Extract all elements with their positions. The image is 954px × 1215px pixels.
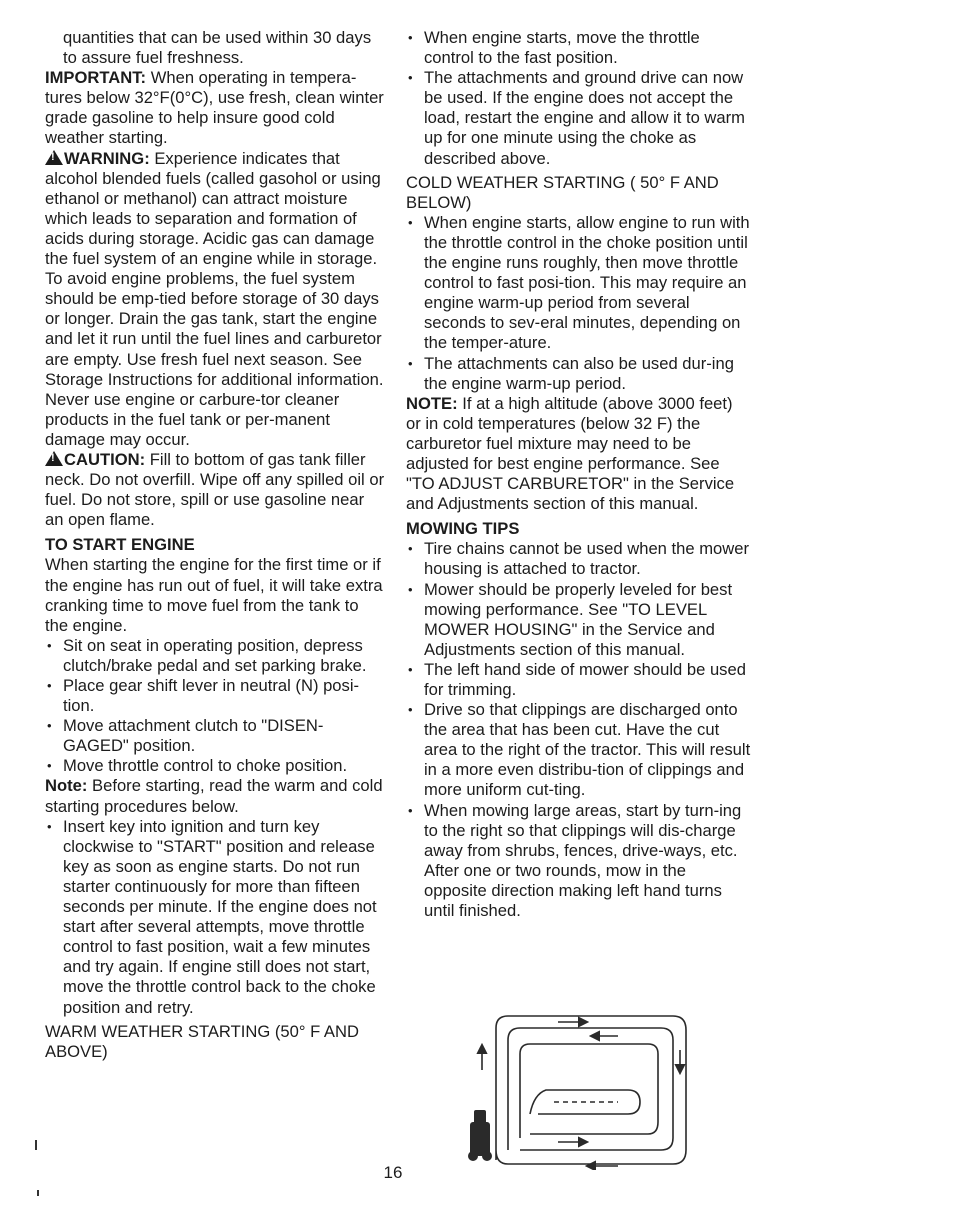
list-item: • Tire chains cannot be used when the mower housing is attached to tractor. <box>406 539 751 579</box>
mowing-tips-heading: MOWING TIPS <box>406 519 520 539</box>
start-engine-heading: TO START ENGINE <box>45 535 195 555</box>
list-item: • The attachments and ground drive can now be used. If the engine does not accept the load, restart the engine and allow it to warm up for one minute using the choke as described above. <box>406 68 751 168</box>
warning-label: WARNING: <box>64 148 150 168</box>
note-label: Note: <box>45 776 88 796</box>
right-column <box>406 28 751 921</box>
note-text: If at a high altitude (above 3000 feet) or in cold temperatures (below 32 F) the carburetor fuel mixture may need to be adjusted for best engine performance. See "TO ADJUST CARBURETOR" in the Service and Adjustments section of this manual. <box>406 393 735 514</box>
mowing-pattern-diagram <box>468 1010 690 1170</box>
list-item: • Drive so that clippings are discharged onto the area that has been cut. Have the cut area to the right of the tractor. This will result in a more even distribu-tion of clippings and more uniform cut-ting. <box>406 700 751 800</box>
list-item: • When mowing large areas, start by turn-ing to the right so that clippings will dis-charge away from shrubs, fences, drive-ways, etc. After one or two rounds, mow in the opposite direction making left hand turns until finished. <box>406 801 751 922</box>
caution-paragraph <box>45 450 385 530</box>
left-column <box>45 28 385 1062</box>
start-engine-list <box>45 636 385 777</box>
list-item: • Move throttle control to choke position. <box>45 756 385 776</box>
list-item: • Move attachment clutch to "DISEN-GAGED" position. <box>45 716 385 756</box>
list-item: • Mower should be properly leveled for best mowing performance. See "TO LEVEL MOWER HOUSING" in the Service and Adjustments section of this manual. <box>406 580 751 660</box>
margin-mark <box>35 1140 37 1150</box>
margin-mark <box>37 1190 39 1196</box>
note-paragraph <box>45 776 385 816</box>
list-item: • The attachments can also be used dur-ing the engine warm-up period. <box>406 354 751 394</box>
altitude-note-paragraph <box>406 394 751 515</box>
warning-text: Experience indicates that alcohol blended fuels (called gasohol or using ethanol or methanol) can attract moisture which leads to separation and formation of acids during storage. Acidic gas can damage the fuel system of an engine while in storage. To avoid engine problems, the fuel system should be emp-tied before storage of 30 days or longer. Drain the gas tank, start the engine and let it run until the fuel lines and carburetor are empty. Use fresh fuel next season. See Storage Instructions for additional information. Never use engine or carbure-tor cleaner products in the fuel tank or per-manent damage may occur. <box>45 148 384 449</box>
note-label: NOTE: <box>406 393 458 413</box>
note-text: Before starting, read the warm and cold starting procedures below. <box>45 776 383 816</box>
warm-weather-list <box>406 28 751 169</box>
caution-text: Fill to bottom of gas tank filler neck. Do not overfill. Wipe off any spilled oil or fuel. Do not store, spill or use gasoline near an open flame. <box>45 449 385 530</box>
cold-weather-list <box>406 213 751 394</box>
list-item: • When engine starts, allow engine to run with the throttle control in the choke position until the engine runs roughly, then move throttle control to fast posi-tion. This may require an engine warm-up period from several seconds to sev-eral minutes, depending on the temper-ature. <box>406 213 751 354</box>
start-engine-intro: When starting the engine for the first time or if the engine has run out of fuel, it will take extra cranking time to move fuel from the tank to the engine. <box>45 555 383 635</box>
caution-label: CAUTION: <box>64 449 146 469</box>
warm-weather-heading: WARM WEATHER STARTING (50° F AND ABOVE) <box>45 1021 359 1061</box>
ignition-list <box>45 817 385 1018</box>
list-item: • Insert key into ignition and turn key clockwise to "START" position and release key as soon as engine starts. Do not run starter continuously for more than fifteen seconds per minute. If the engine does not start after several attempts, move throttle control to fast position, wait a few minutes and try again. If engine still does not start, move the throttle control back to the choke position and retry. <box>45 817 385 1018</box>
list-item: • Place gear shift lever in neutral (N) posi-tion. <box>45 676 385 716</box>
list-item: • The left hand side of mower should be used for trimming. <box>406 660 751 700</box>
important-paragraph <box>45 68 385 148</box>
list-item: • Sit on seat in operating position, depress clutch/brake pedal and set parking brake. <box>45 636 385 676</box>
warning-triangle-icon <box>45 150 63 165</box>
warning-paragraph <box>45 149 385 450</box>
cold-weather-heading: COLD WEATHER STARTING ( 50° F AND BELOW) <box>406 172 719 212</box>
list-item: • When engine starts, move the throttle control to the fast position. <box>406 28 751 68</box>
mowing-tips-list <box>406 539 751 921</box>
second-path-loop <box>508 1028 673 1150</box>
fuel-freshness-text: quantities that can be used within 30 days to assure fuel freshness. <box>63 28 372 68</box>
page-number: 16 <box>383 1163 403 1182</box>
important-text: When operating in tempera-tures below 32°F(0°C), use fresh, clean winter grade gasoline to help insure good cold weather starting. <box>45 68 384 148</box>
tractor-icon <box>468 1110 492 1161</box>
caution-triangle-icon <box>45 451 63 466</box>
third-path-loop <box>520 1044 658 1138</box>
important-label: IMPORTANT: <box>45 68 147 88</box>
